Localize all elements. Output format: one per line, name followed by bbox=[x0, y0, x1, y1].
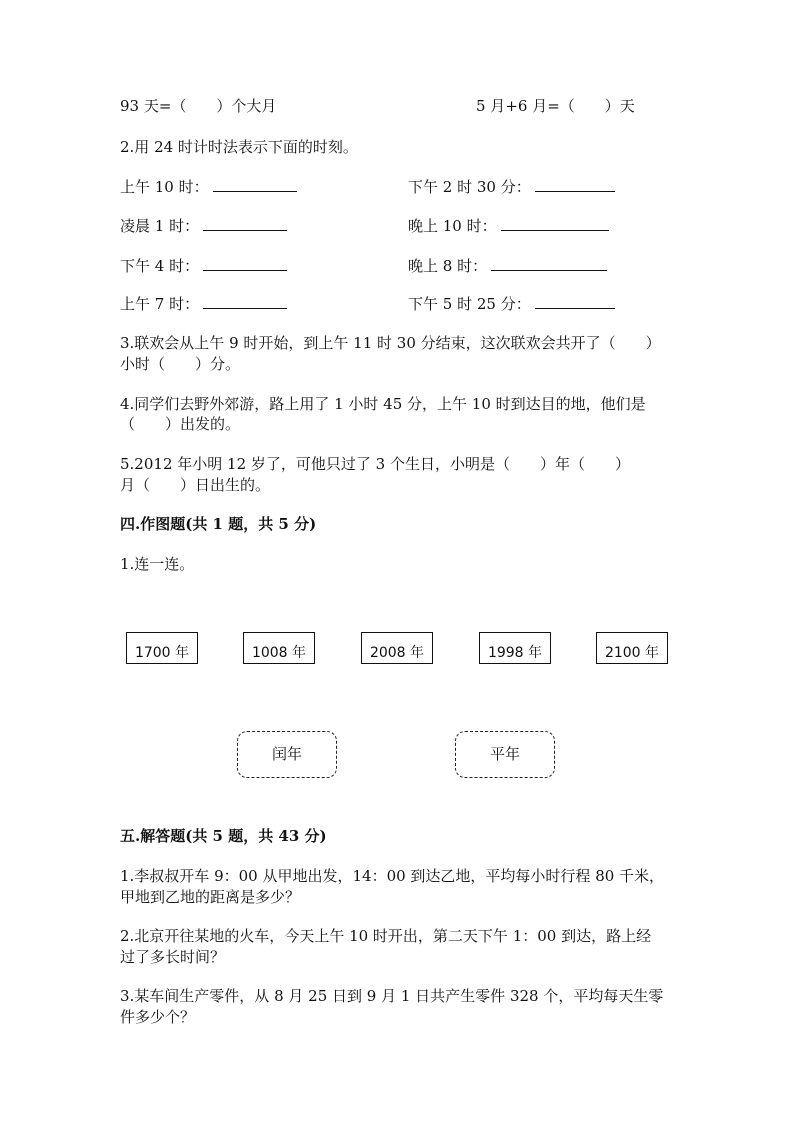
top-right-question: 5 月+6 月=（ ）天 bbox=[476, 97, 635, 115]
q2-item bbox=[408, 215, 609, 236]
q5-line1: 5.2012 年小明 12 岁了，可他只过了 3 个生日，小明是（ ）年（ ） bbox=[120, 455, 630, 473]
section4-heading: 四.作图题(共 1 题，共 5 分) bbox=[120, 515, 317, 533]
section5-q1-line1: 1.李叔叔开车 9：00 从甲地出发，14：00 到达乙地，平均每小时行程 80 千米， bbox=[120, 867, 665, 885]
q2-item-label: 凌晨 1 时： bbox=[120, 217, 200, 235]
answer-blank[interactable] bbox=[213, 176, 297, 192]
section5-heading: 五.解答题(共 5 题，共 43 分) bbox=[120, 827, 327, 845]
q2-item bbox=[408, 255, 607, 276]
q2-item bbox=[408, 293, 615, 314]
common-year-box[interactable]: 平年 bbox=[455, 731, 555, 778]
answer-blank[interactable] bbox=[535, 176, 615, 192]
q3-line1: 3.联欢会从上午 9 时开始，到上午 11 时 30 分结束，这次联欢会共开了（ ） bbox=[120, 334, 661, 352]
q2-item bbox=[120, 176, 297, 197]
q4-line2: （ ）出发的。 bbox=[120, 415, 241, 433]
answer-blank[interactable] bbox=[203, 215, 287, 231]
year-box-1008[interactable]: 1008 年 bbox=[243, 632, 315, 664]
q5-line2: 月（ ）日出生的。 bbox=[120, 476, 271, 494]
q2-item bbox=[120, 293, 287, 314]
q2-item-label: 下午 2 时 30 分： bbox=[408, 178, 531, 196]
year-box-2008[interactable]: 2008 年 bbox=[361, 632, 433, 664]
section5-q3-line1: 3.某车间生产零件，从 8 月 25 日到 9 月 1 日共产生零件 328 个，平均每天生零 bbox=[120, 987, 664, 1005]
section5-q2-line1: 2.北京开往某地的火车，今天上午 10 时开出，第二天下午 1：00 到达，路上经 bbox=[120, 927, 652, 945]
q2-item-label: 晚上 8 时： bbox=[408, 257, 488, 275]
q2-item-label: 上午 10 时： bbox=[120, 178, 209, 196]
q4-line1: 4.同学们去野外郊游，路上用了 1 小时 45 分，上午 10 时到达目的地，他们是 bbox=[120, 395, 646, 413]
q2-item bbox=[120, 215, 287, 236]
section5-q1-line2: 甲地到乙地的距离是多少？ bbox=[120, 888, 301, 906]
year-box-2100[interactable]: 2100 年 bbox=[596, 632, 668, 664]
section5-q2-line2: 过了多长时间？ bbox=[120, 948, 226, 966]
q2-item bbox=[408, 176, 615, 197]
answer-blank[interactable] bbox=[535, 293, 615, 309]
year-box-1998[interactable]: 1998 年 bbox=[479, 632, 551, 664]
q2-item-label: 下午 5 时 25 分： bbox=[408, 295, 531, 313]
answer-blank[interactable] bbox=[203, 255, 287, 271]
year-box-1700[interactable]: 1700 年 bbox=[126, 632, 198, 664]
q2-item-label: 晚上 10 时： bbox=[408, 217, 497, 235]
answer-blank[interactable] bbox=[501, 215, 609, 231]
q3-line2: 小时（ ）分。 bbox=[120, 355, 241, 373]
top-left-question: 93 天=（ ）个大月 bbox=[120, 97, 277, 115]
q2-item-label: 上午 7 时： bbox=[120, 295, 200, 313]
section5-q3-line2: 件多少个？ bbox=[120, 1008, 196, 1026]
q2-title: 2.用 24 时计时法表示下面的时刻。 bbox=[120, 138, 358, 156]
q2-item bbox=[120, 255, 287, 276]
answer-blank[interactable] bbox=[491, 255, 607, 271]
section4-q1: 1.连一连。 bbox=[120, 555, 195, 573]
leap-year-box[interactable]: 闰年 bbox=[237, 731, 337, 778]
answer-blank[interactable] bbox=[203, 293, 287, 309]
q2-item-label: 下午 4 时： bbox=[120, 257, 200, 275]
